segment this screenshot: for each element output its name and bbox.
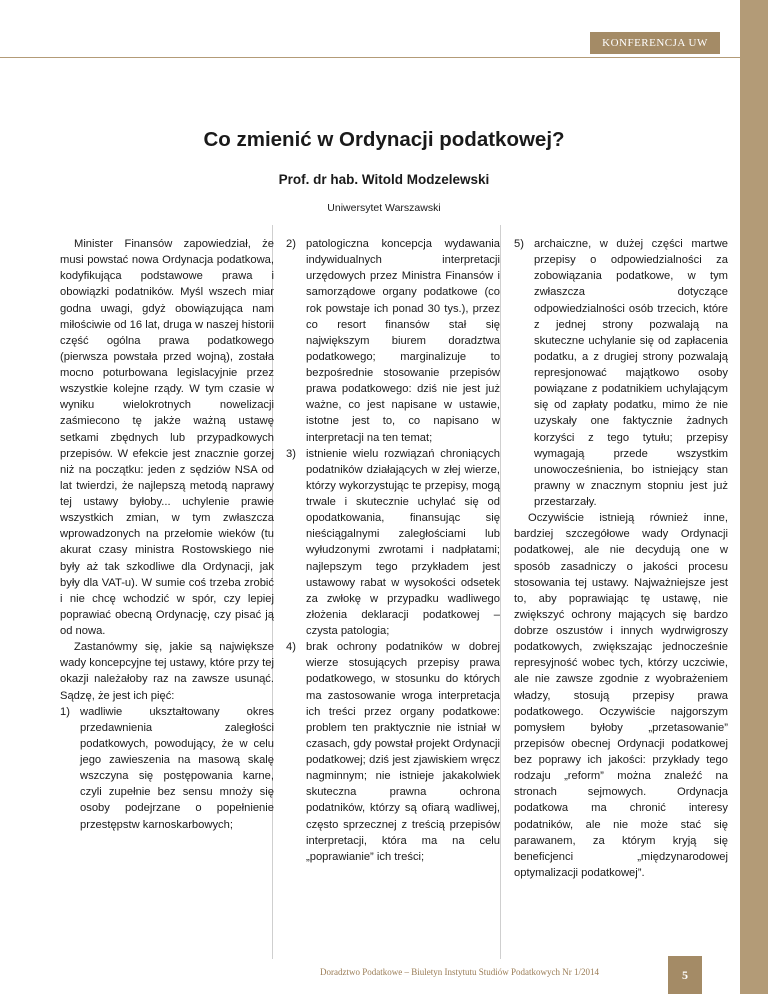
list-item-text: istnienie wielu rozwiązań chroniących podatników działających w złej wierze, którzy wykorzystując te przepisy, mogą trwale i skutecznie uchylać się od opodatkowania, finansując się nieściągalnymi zaległościami lub wyłudzonymi zwrotami i nadpłatami; najlepszym tego przykładem jest ustawowy rabat w wysokości odsetek za zwłokę w przypadku wadliwego złożenia deklaracji podatkowej – czysta patologia; (306, 447, 500, 637)
list-number: 5) (514, 238, 524, 250)
list-item (514, 236, 728, 510)
list-number: 2) (286, 238, 296, 250)
section-label: KONFERENCJA UW (590, 32, 720, 54)
list-item-text: archaiczne, w dużej części martwe przepisy o odpowiedzialności za zobowiązania podatkowe, w tym zwłaszcza dotyczące odpowiedzialności osób trzecich, które z jednej strony pozwalają na skuteczne uchylanie się od zapłacenia podatku, a z drugiej strony pozwalają represjonować majątkowo osoby powiązane z podatnikiem uchylającym się od zapłaty podatku, mimo że nie uzyskały one faktycznie żadnych korzyści z tego tytułu; przepisy wymagają przede wszystkim unowocześnienia, bo istniejący stan prawny w znacznym stopniu jest już przestarzały. (534, 238, 728, 508)
header-rule (0, 57, 740, 58)
column-divider (500, 225, 501, 959)
list-item-text: wadliwie ukształtowany okres przedawnienia zaległości podatkowych, powodujący, że w celu jego zawieszenia na masową skalę wszczyna się postępowania karne, czyli zupełnie bez sensu mnoży się osoby podejrzane o popełnienie przestępstw karnoskarbowych; (80, 705, 274, 831)
defect-list (286, 236, 500, 865)
list-item-text: brak ochrony podatników w dobrej wierze stosujących przepisy prawa podatkowego, w stosunku do których ma zastosowanie wroga interpretacja ich treści przez organy podatkowe: problem ten praktycznie nie istniał w czasach, gdy powstał projekt Ordynacji podatkowej; dziś jest zjawiskiem wręcz nagminnym; nie istnieje jakakolwiek skuteczna prawna ochrona podatników, którzy są ofiarą wadliwej, często sprzecznej z treścią przepisów interpretacji, która ma na celu „poprawianie” ich treści; (306, 641, 500, 863)
list-item (286, 639, 500, 865)
article-title: Co zmienić w Ordynacji podatkowej? (203, 128, 565, 151)
list-item (60, 704, 274, 833)
defect-list (60, 704, 274, 833)
text-column-2 (286, 236, 500, 865)
article-author: Prof. dr hab. Witold Modzelewski (278, 172, 490, 187)
list-number: 3) (286, 447, 296, 460)
paragraph: Zastanówmy się, jakie są największe wady koncepcyjne tej ustawy, które przy tej okazji należałoby raz na zawsze usunąć. Sądzę, że jest ich pięć: (60, 641, 274, 702)
paragraph: Minister Finansów zapowiedział, że musi powstać nowa Ordynacja podatkowa, kodyfikująca podstawowe prawa i obowiązki podatników. Myśl wszech miar godna uwagi, gdyż obowiązująca nam miłościwie od 16 lat, druga w naszej historii część ogólna prawa podatkowego (pierwsza powstała przed wojną), została mocno poturbowana legislacyjnie przez wszystkie kolejne rządy. W tym czasie w wyniku wielokrotnych nowelizacji zaśmiecono tę jakże ważną ustawę setkami zbędnych lub przypadkowych przepisów. W efekcie jest znacznie gorzej niż na początku: jeden z sędziów NSA od lat twierdzi, że najlepszą metodą naprawy tej ustawy byłoby... uchylenie prawie wszystkich zmian, w tym zwłaszcza wprowadzonych na przełomie wieków (tu akurat czasy ministra Rostowskiego nie były aż tak szkodliwe dla Ordynacji, jak były dla VAT-u). W sumie coś trzeba zrobić i nie chcę wchodzić w spór, czy lepiej poprawiać obecną Ordynację, czy pisać ją od nowa. (60, 238, 274, 637)
text-column-3 (514, 236, 728, 881)
list-number: 4) (286, 641, 296, 654)
defect-list (514, 236, 728, 510)
author-affiliation: Uniwersytet Warszawski (327, 202, 441, 214)
page-number: 5 (668, 956, 702, 994)
list-item-text: patologiczna koncepcja wydawania indywidualnych interpretacji urzędowych przez Ministra Finansów i samorządowe organy podatkowe (co rok powstaje ich ponad 30 tys.), przez co resort finansów stał się największym biurem doradztwa podatkowego; marginalizuje to bezpośrednie stosowanie przepisów prawa podatkowego: dziś nie jest już ważne, co jest napisane w ustawie, istotne jest to, co napisano w interpretacji na ten temat; (306, 238, 500, 444)
journal-footer: Doradztwo Podatkowe – Biuletyn Instytutu Studiów Podatkowych Nr 1/2014 (320, 967, 599, 977)
list-item (286, 446, 500, 640)
list-item (286, 236, 500, 446)
text-column-1 (60, 236, 274, 833)
list-number: 1) (60, 705, 70, 718)
paragraph: Oczywiście istnieją również inne, bardziej szczegółowe wady Ordynacji podatkowej, ale nie decydują one w sposób zasadniczy o jakości procesu stosowania tej ustawy. Najważniejsze jest to, aby poprawiając tę ustawę, nie zwiększyć ochrony mających się bardzo dobrze oszustów i innych wydrwigroszy podatkowych, zwiększając jednocześnie represyjność wobec tych, którzy uczciwie, ale nie zawsze zgodnie z wyobrażeniem władzy, stosują przepisy prawa podatkowego. Oczywiście najgorszym pomysłem byłoby „przetasowanie” przepisów obecnej Ordynacji podatkowej bez poprawy ich jakości: przykłady tego rodzaju „reform” można znaleźć na stronach sejmowych. Ordynacja podatkowa ma chronić interesy podatników, ale nie może stać się parawanem, za którym kryją się beneficjenci „międzynarodowej optymalizacji podatkowej”. (514, 512, 728, 879)
